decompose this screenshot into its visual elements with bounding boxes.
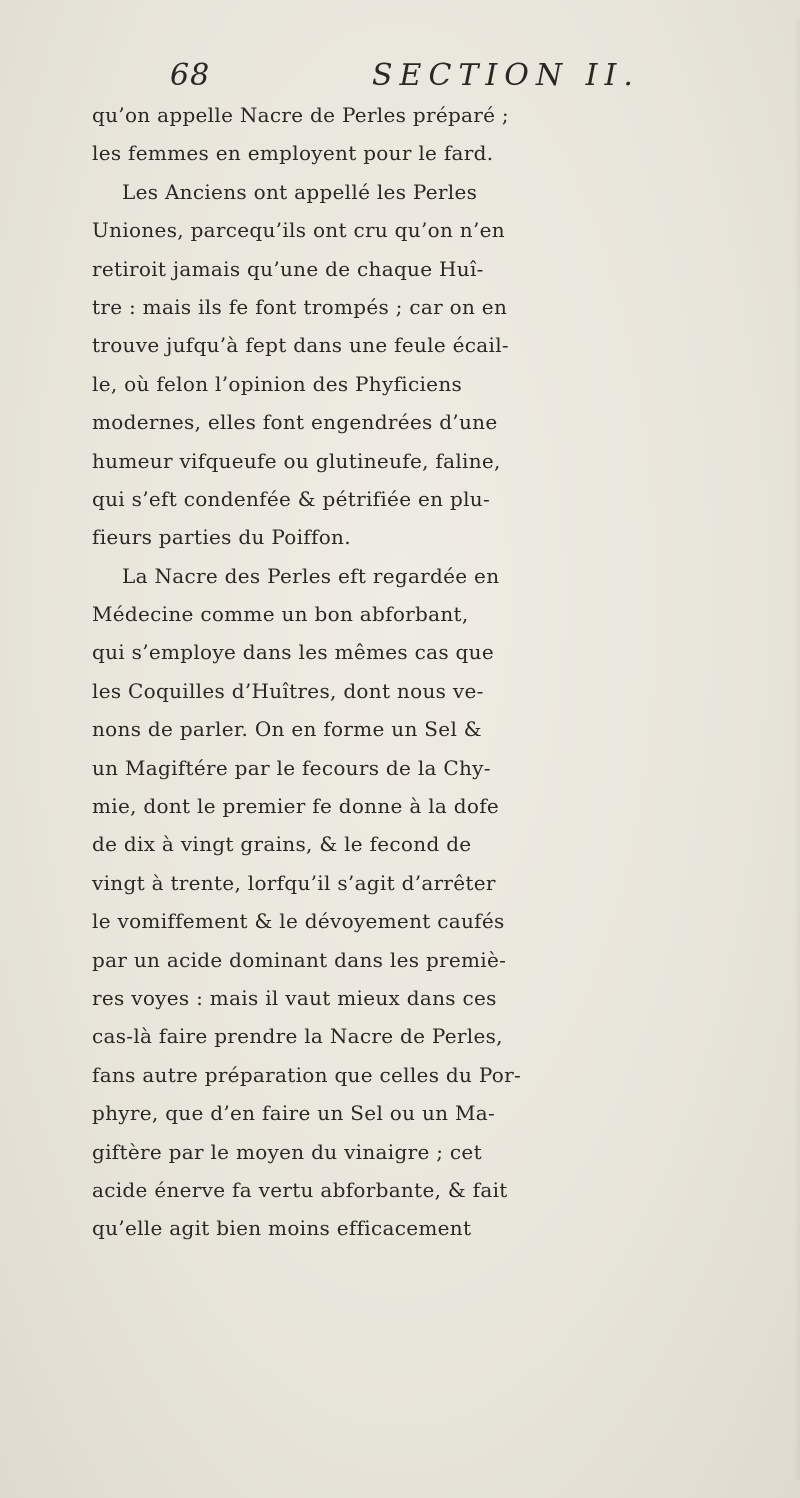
- text-line: qu’elle agit bien moins efficacement: [92, 1216, 472, 1241]
- text-line: fieurs parties du Poiffon.: [92, 525, 351, 550]
- text-line: nons de parler. On en forme un Sel &: [92, 717, 482, 742]
- text-line: humeur vifqueufe ou glutineufe, faline,: [92, 448, 501, 473]
- text-line: cas-là faire prendre la Nacre de Perles,: [92, 1024, 503, 1049]
- page-number: 68: [170, 58, 211, 93]
- text-line: qui s’eft condenfée & pétrifiée en plu-: [92, 486, 490, 511]
- text-line: de dix à vingt grains, & le fecond de: [92, 832, 472, 857]
- text-line: le, où felon l’opinion des Phyficiens: [92, 371, 463, 396]
- text-line: Uniones, parcequ’ils ont cru qu’on n’en: [92, 218, 505, 243]
- text-line: mie, dont le premier fe donne à la dofe: [92, 794, 500, 819]
- text-line: retiroit jamais qu’une de chaque Huî-: [92, 256, 484, 281]
- text-line: les femmes en employent pour le fard.: [92, 141, 494, 166]
- text-line: le vomiffement & le dévoyement caufés: [92, 909, 505, 934]
- text-line: tre : mais ils fe font trompés ; car on en: [92, 294, 508, 319]
- text-line: phyre, que d’en faire un Sel ou un Ma-: [92, 1101, 496, 1126]
- section-title: SECTION II.: [372, 58, 640, 93]
- text-line: giftère par le moyen du vinaigre ; cet: [92, 1139, 482, 1164]
- text-line: acide énerve fa vertu abforbante, & fait: [92, 1177, 508, 1202]
- text-line: qui s’employe dans les mêmes cas que: [92, 640, 494, 665]
- text-line: trouve jufqu’à fept dans une feule écail-: [92, 333, 509, 358]
- text-line: par un acide dominant dans les premiè-: [92, 947, 507, 972]
- text-line: vingt à trente, lorfqu’il s’agit d’arrêter: [92, 870, 496, 895]
- text-line: Médecine comme un bon abforbant,: [92, 602, 469, 627]
- text-line: les Coquilles d’Huîtres, dont nous ve-: [92, 678, 484, 703]
- text-line: Les Anciens ont appellé les Perles: [122, 179, 478, 204]
- body-text: [92, 96, 798, 1248]
- running-head: [170, 58, 650, 98]
- text-line: modernes, elles font engendrées d’une: [92, 410, 498, 435]
- text-line: res voyes : mais il vaut mieux dans ces: [92, 985, 497, 1010]
- text-line: qu’on appelle Nacre de Perles préparé ;: [92, 103, 509, 127]
- text-line: un Magiftére par le fecours de la Chy-: [92, 755, 491, 780]
- text-line: fans autre préparation que celles du Por-: [92, 1062, 522, 1087]
- text-line: La Nacre des Perles eft regardée en: [122, 563, 500, 588]
